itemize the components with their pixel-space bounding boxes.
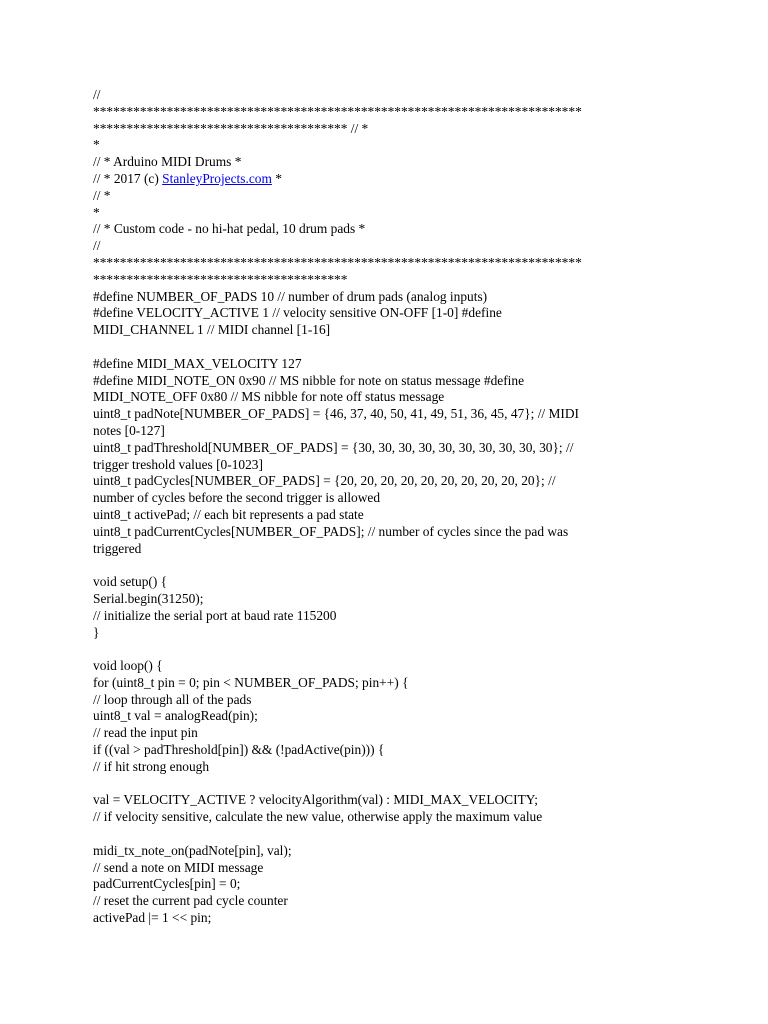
code-line: *************************************************************************: [93, 254, 582, 270]
code-line: trigger treshold values [0-1023]: [93, 456, 263, 472]
code-line: *: [93, 137, 100, 153]
code-line: activePad |= 1 << pin;: [93, 910, 212, 926]
code-line: for (uint8_t pin = 0; pin < NUMBER_OF_PADS; pin++) {: [93, 674, 409, 690]
code-line: }: [93, 624, 100, 640]
blank-line: [93, 641, 693, 658]
code-line: #define NUMBER_OF_PADS 10 // number of drum pads (analog inputs): [93, 288, 488, 304]
code-line: padCurrentCycles[pin] = 0;: [93, 876, 241, 892]
code-line: // initialize the serial port at baud rate 115200: [93, 607, 337, 623]
code-line: *************************************************************************: [93, 103, 582, 119]
code-line: // send a note on MIDI message: [93, 859, 264, 875]
code-line: if ((val > padThreshold[pin]) && (!padActive(pin))) {: [93, 742, 385, 758]
code-line: // if hit strong enough: [93, 758, 210, 774]
blank-line: [93, 557, 693, 574]
code-line: Serial.begin(31250);: [93, 590, 204, 606]
code-line: notes [0-127]: [93, 422, 165, 438]
stanleyprojects-link[interactable]: StanleyProjects.com: [162, 170, 272, 186]
blank-line: [93, 826, 693, 843]
code-line: #define VELOCITY_ACTIVE 1 // velocity sensitive ON-OFF [1-0] #define: [93, 305, 502, 321]
copyright-prefix: // * 2017 (c): [93, 170, 163, 186]
code-line: uint8_t activePad; // each bit represents a pad state: [93, 506, 364, 522]
code-line: uint8_t padNote[NUMBER_OF_PADS] = {46, 37, 40, 50, 41, 49, 51, 36, 45, 47}; // MIDI: [93, 406, 579, 422]
code-line: // * Custom code - no hi-hat pedal, 10 drum pads *: [93, 221, 366, 237]
copyright-suffix: *: [271, 170, 282, 186]
code-line: #define MIDI_NOTE_ON 0x90 // MS nibble for note on status message #define: [93, 372, 525, 388]
code-line: uint8_t val = analogRead(pin);: [93, 708, 258, 724]
blank-line: [93, 339, 693, 356]
code-line: number of cycles before the second trigger is allowed: [93, 490, 381, 506]
code-line: uint8_t padCycles[NUMBER_OF_PADS] = {20, 20, 20, 20, 20, 20, 20, 20, 20, 20}; //: [93, 473, 556, 489]
code-line: val = VELOCITY_ACTIVE ? velocityAlgorithm(val) : MIDI_MAX_VELOCITY;: [93, 792, 538, 808]
code-line: // *: [93, 187, 111, 203]
code-line: // loop through all of the pads: [93, 691, 252, 707]
code-line: // * Arduino MIDI Drums *: [93, 154, 242, 170]
blank-line: [93, 776, 693, 793]
code-line: **************************************: [93, 271, 348, 287]
code-line: MIDI_NOTE_OFF 0x80 // MS nibble for note off status message: [93, 389, 445, 405]
code-line: void setup() {: [93, 574, 168, 590]
code-line: triggered: [93, 540, 142, 556]
code-line: midi_tx_note_on(padNote[pin], val);: [93, 842, 292, 858]
code-line: // read the input pin: [93, 725, 198, 741]
code-line: MIDI_CHANNEL 1 // MIDI channel [1-16]: [93, 322, 331, 338]
copyright-line: [93, 171, 693, 188]
code-line: void loop() {: [93, 658, 163, 674]
code-line: // reset the current pad cycle counter: [93, 893, 288, 909]
code-line: //: [93, 87, 101, 102]
code-line: #define MIDI_MAX_VELOCITY 127: [93, 355, 302, 371]
code-line: //: [93, 238, 101, 254]
code-line: *: [93, 204, 100, 220]
code-line: ************************************** // *: [93, 120, 369, 136]
code-line: uint8_t padCurrentCycles[NUMBER_OF_PADS]; // number of cycles since the pad was: [93, 523, 569, 539]
document-body: [93, 87, 693, 927]
code-line: // if velocity sensitive, calculate the new value, otherwise apply the maximum value: [93, 809, 543, 825]
code-line: uint8_t padThreshold[NUMBER_OF_PADS] = {30, 30, 30, 30, 30, 30, 30, 30, 30, 30}; //: [93, 439, 574, 455]
